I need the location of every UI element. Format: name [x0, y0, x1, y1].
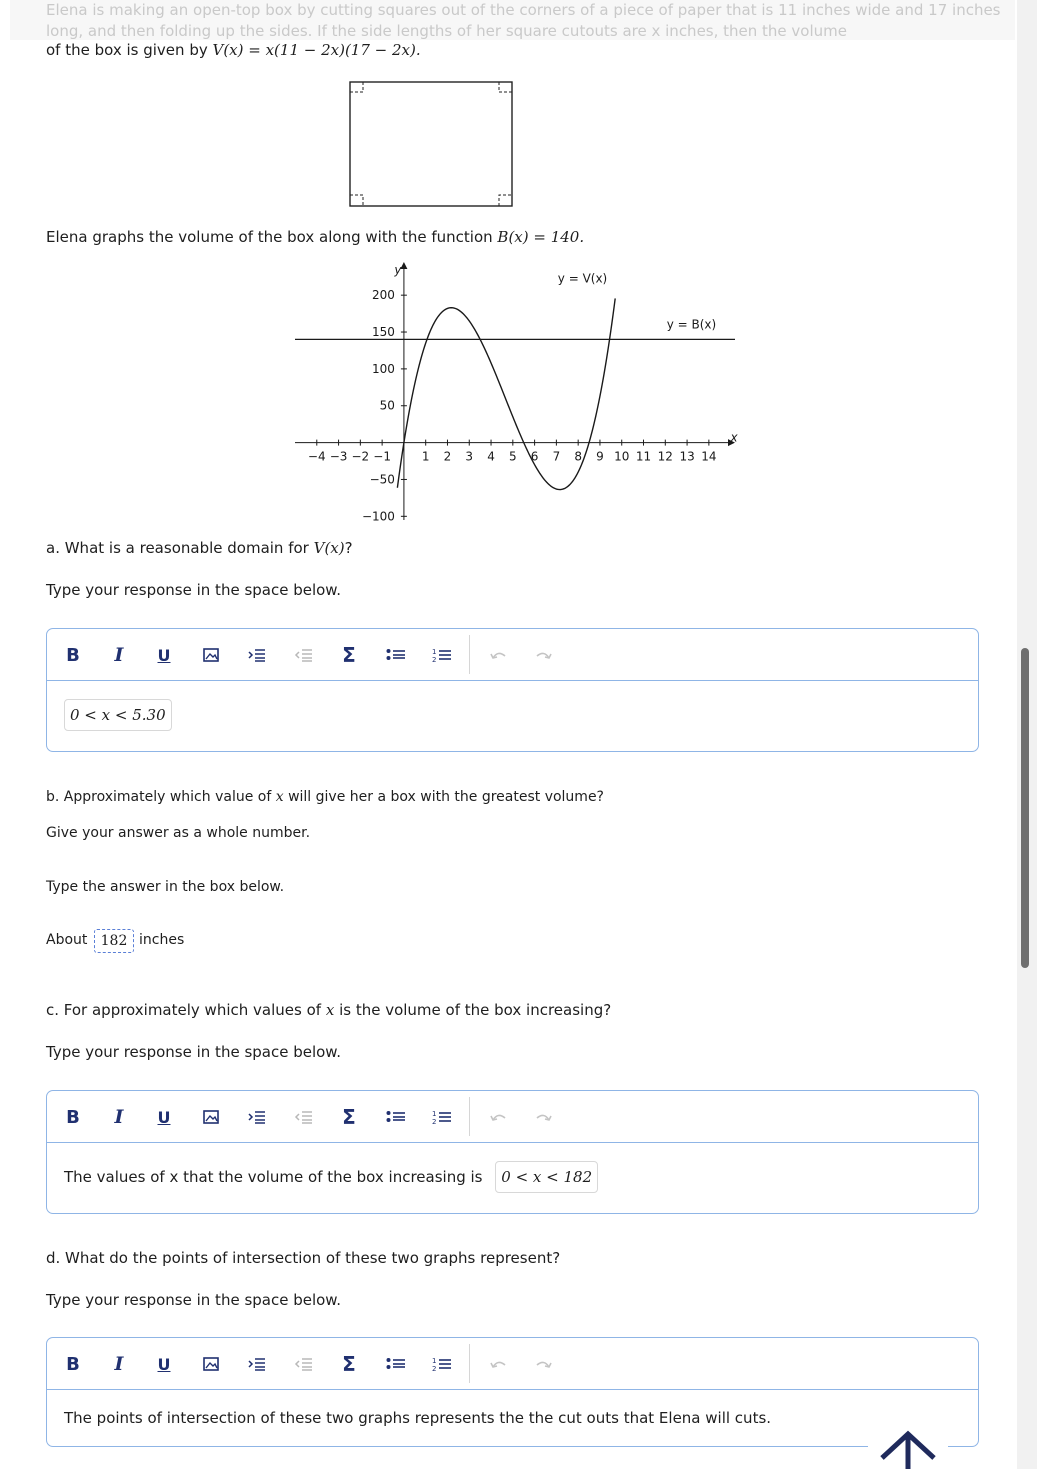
image-icon [203, 648, 219, 662]
part-b-instruction-1: Give your answer as a whole number. [46, 825, 311, 841]
indent-button[interactable] [245, 643, 269, 667]
x-tick-label: −4 [307, 449, 326, 464]
numbered-list-icon [432, 1109, 452, 1125]
toolbar-divider [469, 1097, 470, 1136]
part-c-editor[interactable] [46, 1090, 979, 1214]
part-c-prompt: c. For approximately which values of x is the volume of the box increasing? [46, 1001, 612, 1019]
y-tick-label: 100 [372, 361, 395, 376]
part-c-answer-text: The values of x that the volume of the box increasing is [64, 1168, 483, 1186]
numbered-list-icon [432, 647, 452, 663]
bold-button[interactable]: B [66, 1353, 80, 1375]
y-tick-label: −50 [369, 472, 395, 487]
svg-text:1: 1 [432, 648, 437, 656]
redo-button[interactable] [532, 1352, 556, 1376]
editor-content[interactable] [47, 1143, 978, 1193]
insert-image-button[interactable] [199, 643, 223, 667]
x-tick-label: −2 [351, 449, 370, 464]
numbered-list-button[interactable] [430, 1352, 454, 1376]
math-sigma-icon[interactable]: Σ [342, 1352, 356, 1376]
x-axis-label: x [730, 430, 738, 445]
underline-button[interactable]: U [157, 645, 171, 665]
part-d-prompt: d. What do the points of intersection of these two graphs represent? [46, 1249, 561, 1267]
part-d-editor[interactable] [46, 1337, 979, 1447]
x-tick-label: 12 [657, 449, 673, 464]
outdent-icon [295, 1357, 313, 1371]
svg-text:2: 2 [432, 1118, 437, 1126]
part-c-answer-math[interactable]: 0 < x < 182 [495, 1161, 598, 1193]
scroll-to-top-button[interactable] [868, 1390, 948, 1469]
italic-button[interactable]: I [114, 1353, 124, 1375]
part-b-answer-prefix: About [46, 932, 88, 948]
volume-statement: of the box is given by V(x) = x(11 − 2x)(17 − 2x). [46, 41, 421, 59]
x-tick-label: 10 [614, 449, 630, 464]
x-tick-label: 13 [679, 449, 695, 464]
indent-icon [248, 1357, 266, 1371]
outdent-icon [295, 1110, 313, 1124]
y-tick-label: 150 [372, 325, 395, 340]
bullet-list-icon [386, 1110, 406, 1124]
part-c-instruction: Type your response in the space below. [46, 1043, 341, 1061]
indent-icon [248, 648, 266, 662]
undo-button[interactable] [486, 1352, 510, 1376]
numbered-list-button[interactable] [430, 643, 454, 667]
image-icon [203, 1357, 219, 1371]
x-tick-label: 6 [530, 449, 539, 464]
editor-toolbar [47, 1091, 978, 1143]
toolbar-divider [469, 635, 470, 674]
undo-icon [489, 1111, 507, 1123]
toolbar-divider [469, 1344, 470, 1383]
x-tick-label: 2 [443, 449, 452, 464]
x-tick-label: −1 [373, 449, 391, 464]
y-tick-label: 200 [372, 288, 395, 303]
volume-series-label: y = V(x) [557, 271, 608, 286]
x-tick-label: 7 [552, 449, 561, 464]
question-intro-partial [10, 0, 1015, 40]
math-sigma-icon[interactable]: Σ [342, 1105, 356, 1129]
x-tick-label: 3 [465, 449, 474, 464]
part-b-instruction-2: Type the answer in the box below. [46, 879, 285, 895]
part-d-answer-text: The points of intersection of these two graphs represents the the cut outs that Elena will cuts. [64, 1409, 772, 1427]
indent-icon [248, 1110, 266, 1124]
b-series-label: y = B(x) [666, 317, 717, 332]
svg-text:1: 1 [432, 1357, 437, 1365]
x-tick-label: 14 [701, 449, 717, 464]
editor-toolbar [47, 1338, 978, 1390]
x-tick-label: 11 [635, 449, 652, 464]
editor-content[interactable] [47, 1390, 978, 1427]
x-tick-label: 5 [509, 449, 517, 464]
b-formula: B(x) = 140. [497, 228, 585, 246]
y-axis-label: y [394, 263, 402, 277]
outdent-button[interactable] [292, 1352, 316, 1376]
bullet-list-icon [386, 648, 406, 662]
part-a-editor[interactable] [46, 628, 979, 752]
bullet-list-button[interactable] [384, 1352, 408, 1376]
part-a-answer-math[interactable]: 0 < x < 5.30 [64, 699, 172, 731]
x-tick-label: 8 [574, 449, 582, 464]
editor-toolbar [47, 629, 978, 681]
part-b-answer-value: 182 [100, 933, 128, 949]
bold-button[interactable]: B [66, 644, 80, 666]
part-b-answer-suffix: inches [139, 932, 185, 948]
underline-button[interactable]: U [157, 1107, 171, 1127]
image-icon [203, 1110, 219, 1124]
arrow-up-icon [868, 1390, 948, 1469]
redo-button[interactable] [532, 643, 556, 667]
bullet-list-icon [386, 1357, 406, 1371]
redo-icon [535, 649, 553, 661]
redo-icon [535, 1358, 553, 1370]
editor-content[interactable] [47, 681, 978, 731]
part-b-answer-input[interactable] [94, 929, 134, 953]
y-tick-label: −100 [361, 509, 395, 524]
svg-text:1: 1 [432, 1110, 437, 1118]
undo-button[interactable] [486, 1105, 510, 1129]
italic-button[interactable]: I [114, 644, 124, 666]
x-tick-label: −3 [329, 449, 348, 464]
part-d-instruction: Type your response in the space below. [46, 1291, 341, 1309]
numbered-list-button[interactable] [430, 1105, 454, 1129]
indent-button[interactable] [245, 1105, 269, 1129]
redo-icon [535, 1111, 553, 1123]
italic-button[interactable]: I [114, 1106, 124, 1128]
insert-image-button[interactable] [199, 1105, 223, 1129]
bold-button[interactable]: B [66, 1106, 80, 1128]
undo-icon [489, 1358, 507, 1370]
scrollbar-thumb[interactable] [1021, 648, 1029, 968]
outdent-icon [295, 648, 313, 662]
outdent-button[interactable] [292, 643, 316, 667]
graph-statement: Elena graphs the volume of the box along with the function B(x) = 140. [46, 228, 585, 246]
indent-button[interactable] [245, 1352, 269, 1376]
volume-curve [397, 298, 615, 489]
x-tick-label: 4 [487, 449, 495, 464]
insert-image-button[interactable] [199, 1352, 223, 1376]
redo-button[interactable] [532, 1105, 556, 1129]
paper-cutout-diagram [349, 81, 513, 207]
bullet-list-button[interactable] [384, 1105, 408, 1129]
x-tick-label: 9 [596, 449, 604, 464]
math-sigma-icon[interactable]: Σ [342, 643, 356, 667]
svg-text:2: 2 [432, 656, 437, 664]
part-a-prompt: a. What is a reasonable domain for V(x)? [46, 539, 353, 557]
underline-button[interactable]: U [157, 1354, 171, 1374]
part-a-instruction: Type your response in the space below. [46, 581, 341, 599]
volume-graph [295, 262, 738, 524]
numbered-list-icon [432, 1356, 452, 1372]
svg-text:2: 2 [432, 1365, 437, 1373]
volume-formula: V(x) = x(11 − 2x)(17 − 2x). [212, 41, 421, 59]
undo-icon [489, 649, 507, 661]
bullet-list-button[interactable] [384, 643, 408, 667]
undo-button[interactable] [486, 643, 510, 667]
intro-text: Elena is making an open-top box by cutting squares out of the corners of a piece of paper that is 11 inches wide and 17 inches long, and then folding up the sides. If the side lengths of her square cutouts are x inches, then the volume [46, 1, 1001, 40]
outdent-button[interactable] [292, 1105, 316, 1129]
x-tick-label: 1 [421, 449, 430, 464]
y-tick-label: 50 [379, 398, 395, 413]
part-b-prompt: b. Approximately which value of x will give her a box with the greatest volume? [46, 789, 604, 805]
